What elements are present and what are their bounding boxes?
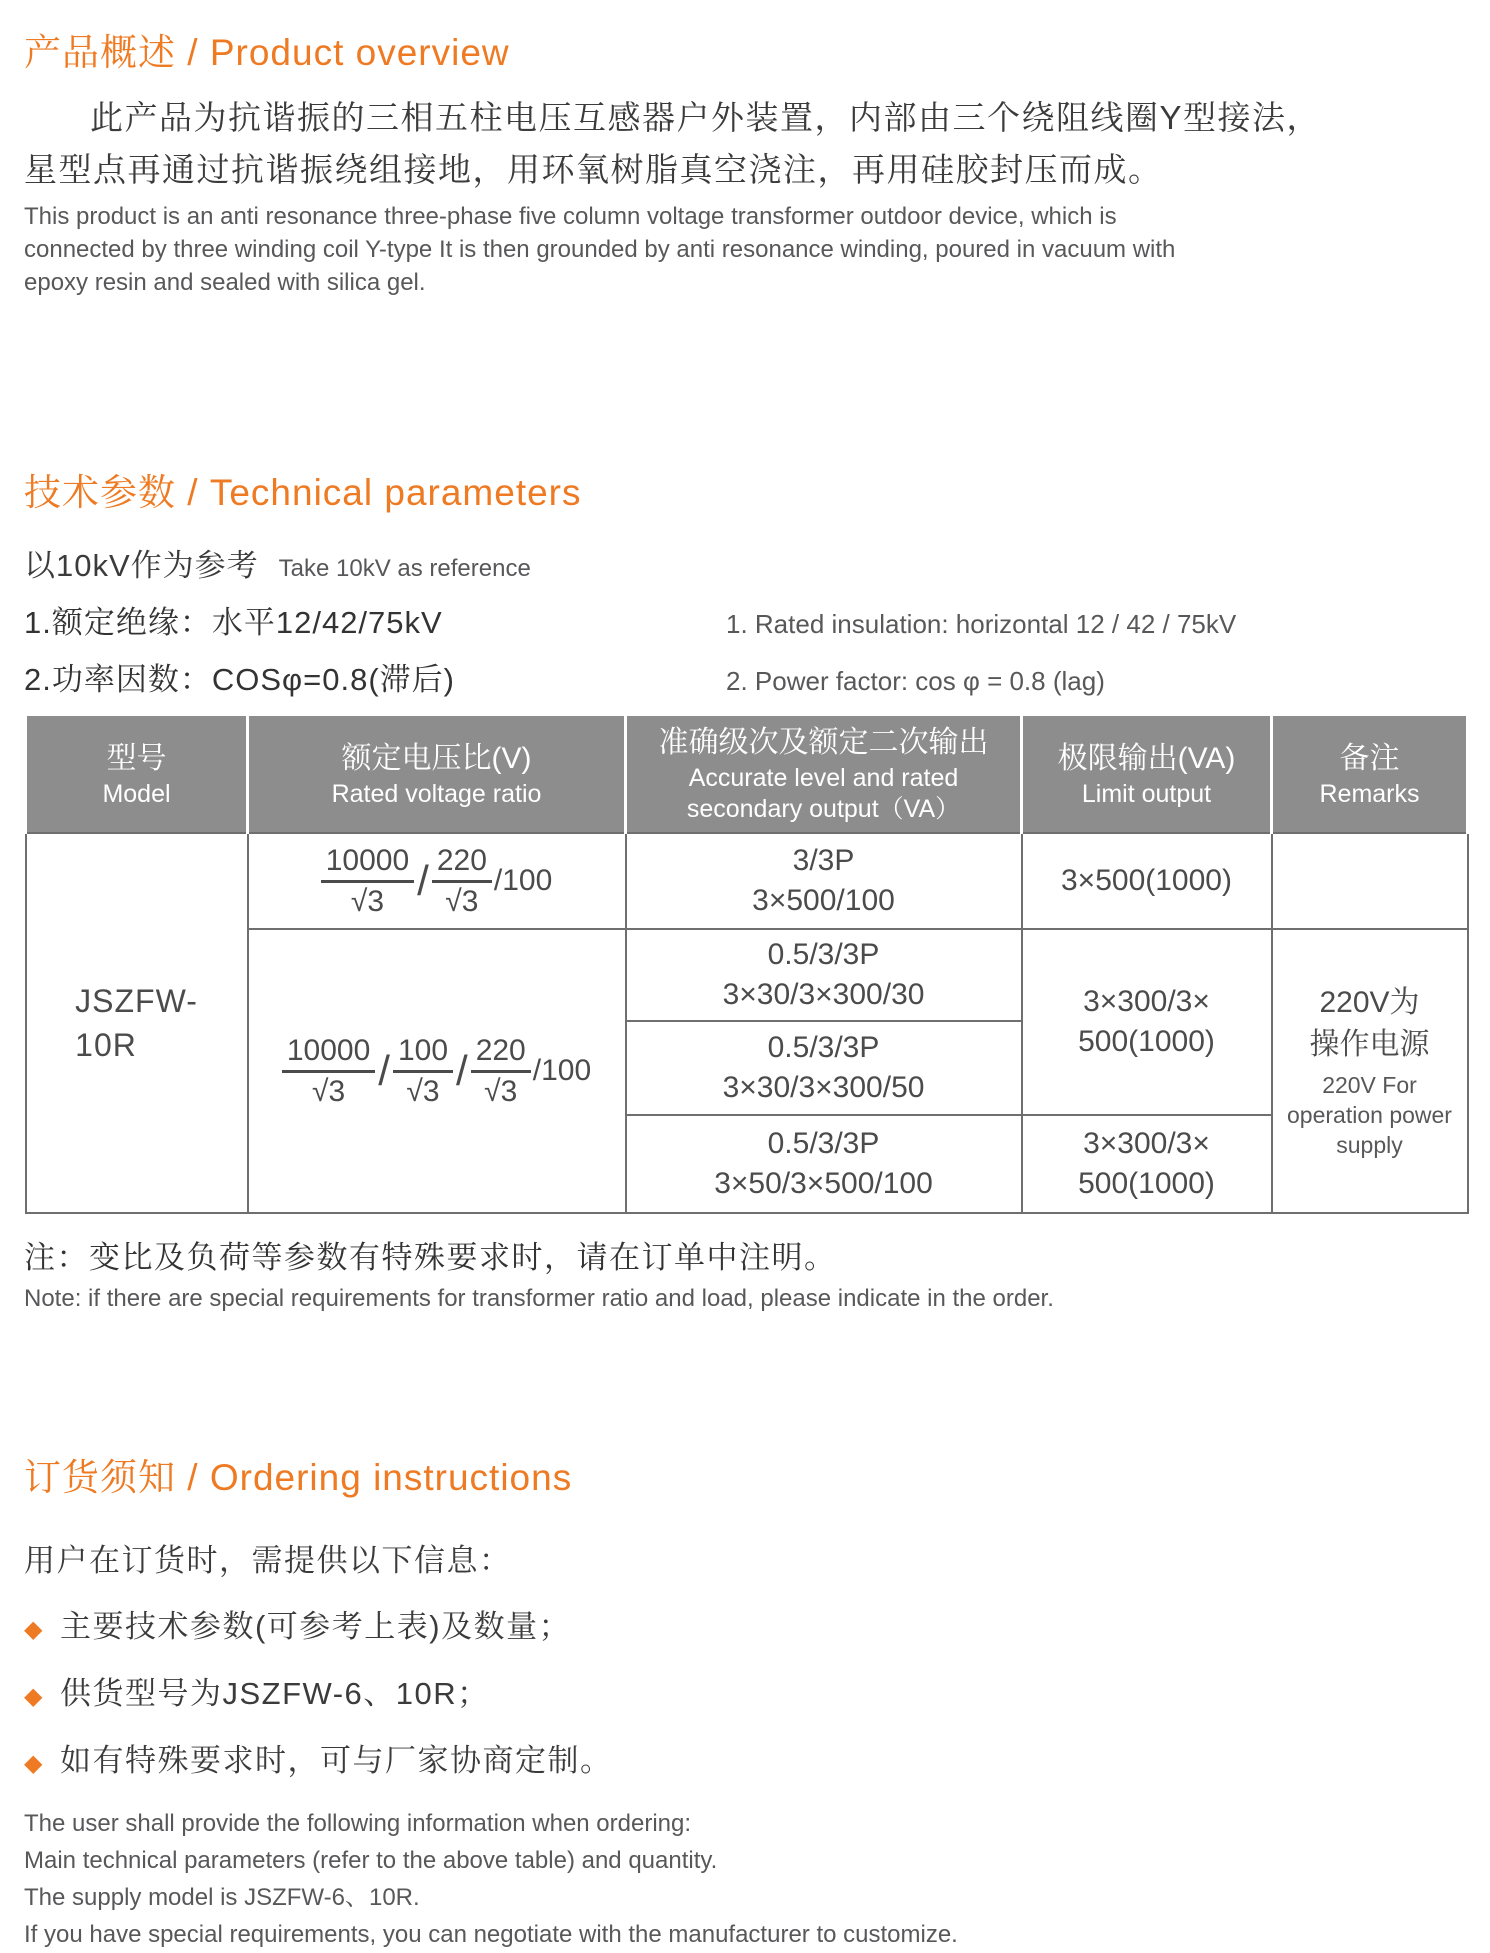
header-remarks [1272,715,1468,833]
overview-zh-line-2: 星型点再通过抗谐振绕组接地，用环氧树脂真空浇注，再用硅胶封压而成。 [24,151,1163,189]
limit-cell-row1: 3×500(1000) [1022,833,1272,929]
accuracy-cell-row1: 3/3P 3×500/100 [626,833,1022,929]
bullet-text: 供货型号为JSZFW-6、10R； [59,1676,490,1712]
header-rated-voltage-ratio [248,715,626,833]
bullet-text: 如有特殊要求时，可与厂家协商定制。 [59,1743,613,1779]
remarks-cell-rows2-4: 220V为 操作电源 220V For operation power supply [1272,929,1468,1213]
overview-en-paragraph: This product is an anti resonance three-phase five column voltage transformer outdoor device, which is connected by three winding coil Y-type It is then grounded by anti resonance winding, poured in vacuum with epoxy resin and sealed with silica gel. [24,203,1176,297]
fraction: $\frac{100}{√3}$ [393,1035,453,1107]
overview-zh-line-1: 此产品为抗谐振的三相五柱电压互感器户外装置，内部由三个绕阻线圈Y型接法， [90,99,1322,137]
ordering-en-line: Main technical parameters (refer to the above table) and quantity. [24,1847,718,1875]
overview-heading: 产品概述 / Product overview [24,32,510,73]
ordering-en-line: The supply model is JSZFW-6、10R. [24,1884,420,1912]
spec-row-insulation [24,597,1466,642]
diamond-bullet-icon: ◆ [24,1616,44,1644]
spec2-en: 2. Power factor: cos φ = 0.8 (lag) [726,666,1105,697]
ordering-en-line: The user shall provide the following information when ordering: [24,1810,692,1838]
header-limit-output [1022,715,1272,833]
table-row-1 [26,833,1468,929]
header-remarks-en: Remarks [1319,779,1420,808]
ordering-intro: 用户在订货时，需提供以下信息： [24,1543,512,1579]
fraction: $\frac{10000}{√3}$ [282,1035,375,1107]
ratio-cell-row1 [248,833,626,929]
accuracy-cell-row3: 0.5/3/3P 3×30/3×300/50 [626,1021,1022,1115]
header-limit-en: Limit output [1081,779,1212,808]
technical-parameters-table [24,713,1469,1214]
bullet-text: 主要技术参数(可参考上表)及数量； [59,1609,572,1645]
list-item [24,1604,1466,1653]
spec1-en: 1. Rated insulation: horizontal 12 / 42 / 75kV [726,609,1237,640]
accuracy-cell-row4: 0.5/3/3P 3×50/3×500/100 [626,1115,1022,1213]
diamond-bullet-icon: ◆ [24,1683,44,1711]
ordering-bullet-list [24,1604,1466,1787]
ratio-expression-1: $\frac{10000}{√3}$ / $\frac{220}{√3}$ /100 [321,845,553,917]
header-accuracy-zh: 准确级次及额定二次输出 [658,726,989,759]
header-limit-zh: 极限输出(VA) [1057,741,1236,775]
spec-row-power-factor [24,654,1466,699]
ratio-expression-2: $\frac{10000}{√3}$ / $\frac{100}{√3}$ / $\frac{220}{√3}$ /100 [282,1035,591,1107]
reference-zh: 以10kV作为参考 [24,548,259,584]
fraction: $\frac{220}{√3}$ [432,845,492,917]
reference-line [24,540,1466,585]
table-header-row [26,715,1468,833]
ordering-en-block [24,1805,1466,1953]
header-model [26,715,248,833]
fraction: $\frac{220}{√3}$ [471,1035,531,1107]
fraction: $\frac{10000}{√3}$ [321,845,414,917]
header-ratio-zh: 额定电压比(V) [341,741,532,775]
model-value: JSZFW- 10R [75,982,198,1063]
section-ordering-instructions [24,1455,1466,1953]
limit-cell-rows2-3: 3×300/3× 500(1000) [1022,929,1272,1115]
ratio-cell-rows2-4 [248,929,626,1213]
limit-cell-row4: 3×300/3× 500(1000) [1022,1115,1272,1213]
header-model-en: Model [102,779,171,808]
header-remarks-zh: 备注 [1339,741,1400,775]
table-note-en: Note: if there are special requirements for transformer ratio and load, please indicate in the order. [24,1284,1054,1312]
accuracy-cell-row2: 0.5/3/3P 3×30/3×300/30 [626,929,1022,1021]
header-accuracy-output [626,715,1022,833]
technical-heading: 技术参数 / Technical parameters [24,472,582,513]
header-model-zh: 型号 [106,741,167,775]
list-item [24,1671,1466,1720]
section-technical-parameters [24,470,1466,1313]
model-cell [26,833,248,1213]
spec2-zh: 2.功率因数：COSφ=0.8(滞后) [24,662,455,698]
ordering-en-line: If you have special requirements, you can negotiate with the manufacturer to customize. [24,1921,958,1949]
header-accuracy-en: Accurate level and rated secondary output（VA） [686,764,961,823]
section-product-overview [24,30,1466,299]
header-ratio-en: Rated voltage ratio [331,779,542,808]
spec1-zh: 1.额定绝缘：水平12/42/75kV [24,605,443,641]
diamond-bullet-icon: ◆ [24,1750,44,1778]
ordering-heading: 订货须知 / Ordering instructions [24,1457,573,1498]
list-item [24,1738,1466,1787]
remarks-cell-row1 [1272,833,1468,929]
reference-en: Take 10kV as reference [278,555,531,583]
table-note-zh: 注：变比及负荷等参数有特殊要求时，请在订单中注明。 [24,1239,837,1275]
